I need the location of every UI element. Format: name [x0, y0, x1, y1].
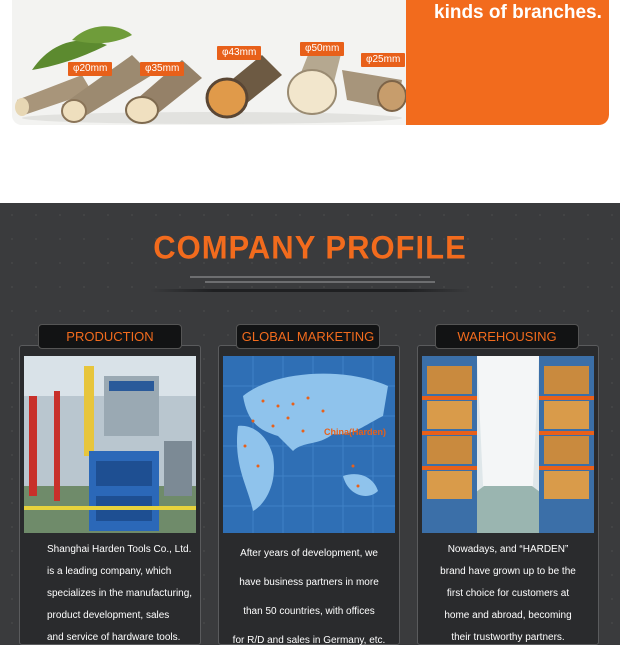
text-line: their trustworthy partners. — [451, 632, 565, 643]
fine-print-line — [190, 276, 430, 278]
text-line: home and abroad, becoming — [444, 610, 572, 621]
card-description — [418, 539, 598, 645]
diameter-label-35: φ35mm — [140, 62, 184, 76]
text-line: product development, sales — [47, 610, 170, 621]
company-profile-section — [0, 203, 620, 645]
text-line: and service of hardware tools. — [47, 632, 181, 643]
text-line: brand have grown up to be the — [440, 566, 576, 577]
warehouse-image — [422, 356, 594, 533]
card-description — [20, 539, 200, 645]
branch-banner — [12, 0, 609, 125]
map-label: China(Harden) — [324, 427, 387, 437]
tab-global-marketing: GLOBAL MARKETING — [236, 324, 380, 349]
tab-warehousing: WAREHOUSING — [435, 324, 579, 349]
diameter-label-43: φ43mm — [217, 46, 261, 60]
section-title: COMPANY PROFILE — [153, 229, 467, 266]
diameter-label-20: φ20mm — [68, 62, 112, 76]
promo-panel — [406, 0, 609, 125]
text-line: Shanghai Harden Tools Co., Ltd. — [47, 544, 192, 555]
diameter-label-50: φ50mm — [300, 42, 344, 56]
tab-production: PRODUCTION — [38, 324, 182, 349]
card-global-marketing — [218, 345, 400, 645]
text-line: is a leading company, which — [47, 566, 172, 577]
text-line: first choice for customers at — [446, 588, 570, 599]
diameter-label-25: φ25mm — [361, 53, 405, 67]
world-map-image — [223, 356, 395, 533]
text-line: After years of development, we — [240, 548, 378, 559]
card-description — [219, 539, 399, 645]
text-line: Nowadays, and “HARDEN” — [447, 544, 569, 555]
factory-image — [24, 356, 196, 533]
fine-print-line — [205, 281, 435, 283]
text-line: than 50 countries, with offices — [243, 606, 375, 617]
text-line: have business partners in more — [239, 577, 379, 588]
card-production — [19, 345, 201, 645]
text-line: for R/D and sales in Germany, etc. — [232, 635, 386, 645]
promo-text: kinds of branches. — [434, 2, 602, 23]
text-line: specializes in the manufacturing, — [47, 588, 193, 599]
title-underline — [150, 289, 470, 292]
card-warehousing — [417, 345, 599, 645]
